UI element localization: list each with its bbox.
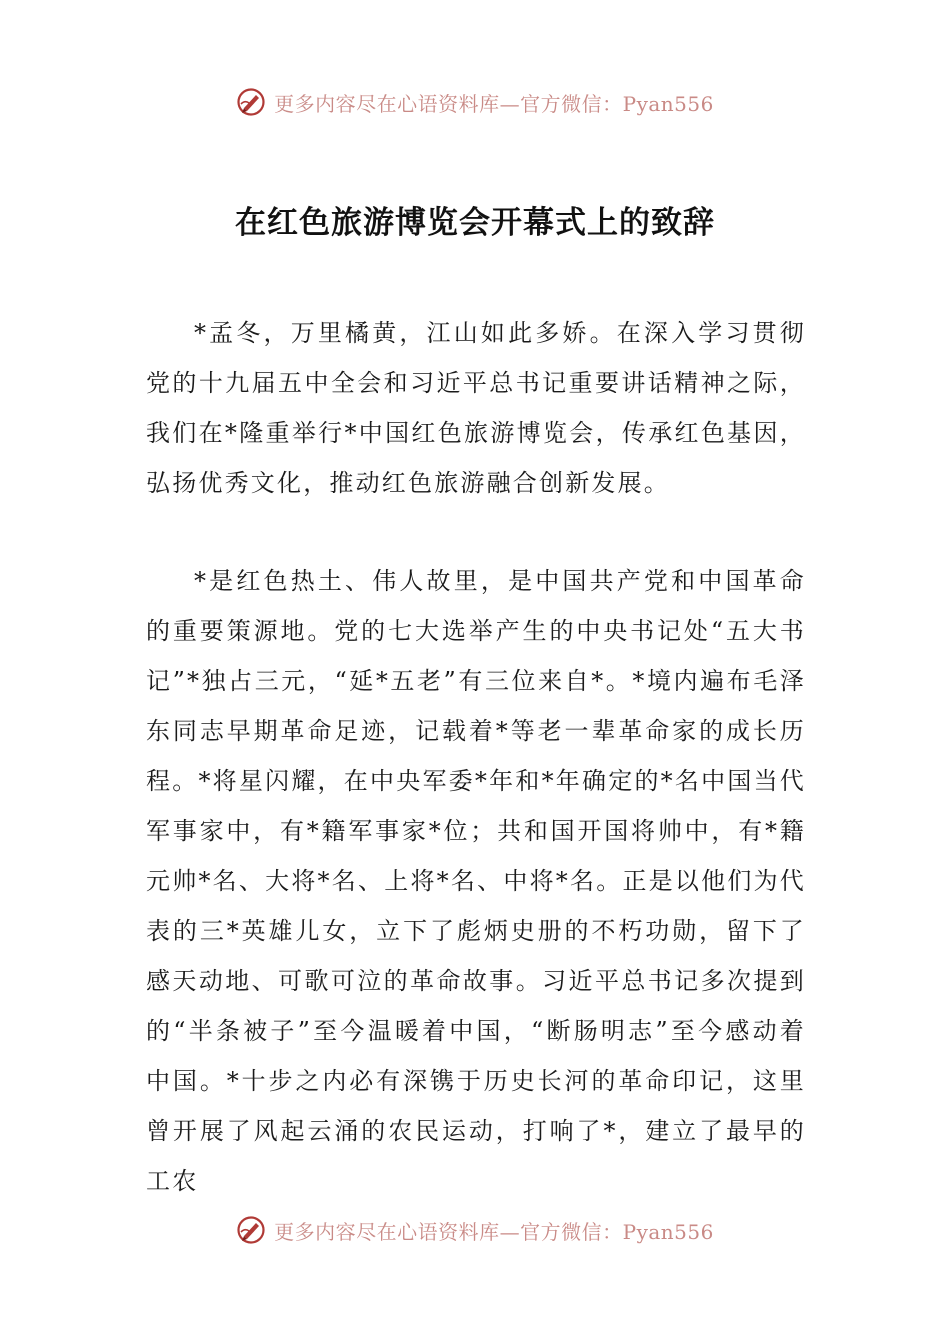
pen-seal-icon xyxy=(236,87,266,117)
document-title: 在红色旅游博览会开幕式上的致辞 xyxy=(235,204,715,241)
header-watermark-text: 更多内容尽在心语资料库—官方微信：Pyan556 xyxy=(274,91,714,116)
pen-seal-icon xyxy=(236,1215,266,1245)
paragraph-2: *是红色热土、伟人故里，是中国共产党和中国革命的重要策源地。党的七大选举产生的中央书记处“五大书记”*独占三元，“延*五老”有三位来自*。*境内遍布毛泽东同志早期革命足迹，记载着*等老一辈革命家的成长历程。*将星闪耀，在中央军委*年和*年确定的*名中国当代军事家中，有*籍军事家*位；共和国开国将帅中，有*籍元帅*名、大将*名、上将*名、中将*名。正是以他们为代表的三*英雄儿女，立下了彪炳史册的不朽功勋，留下了感天动地、可歌可泣的革命故事。习近平总书记多次提到的“半条被子”至今温暖着中国，“断肠明志”至今感动着中国。*十步之内必有深镌于历史长河的革命印记，这里曾开展了风起云涌的农民运动，打响了*，建立了最早的工农 xyxy=(146,567,806,1195)
paragraph-1: *孟冬，万里橘黄，江山如此多娇。在深入学习贯彻党的十九届五中全会和习近平总书记重要讲话精神之际，我们在*隆重举行*中国红色旅游博览会，传承红色基因，弘扬优秀文化，推动红色旅游融合创新发展。 xyxy=(146,319,806,497)
document-body xyxy=(146,308,806,1206)
footer-watermark-text: 更多内容尽在心语资料库—官方微信：Pyan556 xyxy=(274,1219,714,1244)
footer-watermark-banner xyxy=(0,1210,950,1250)
header-watermark-banner xyxy=(0,82,950,122)
